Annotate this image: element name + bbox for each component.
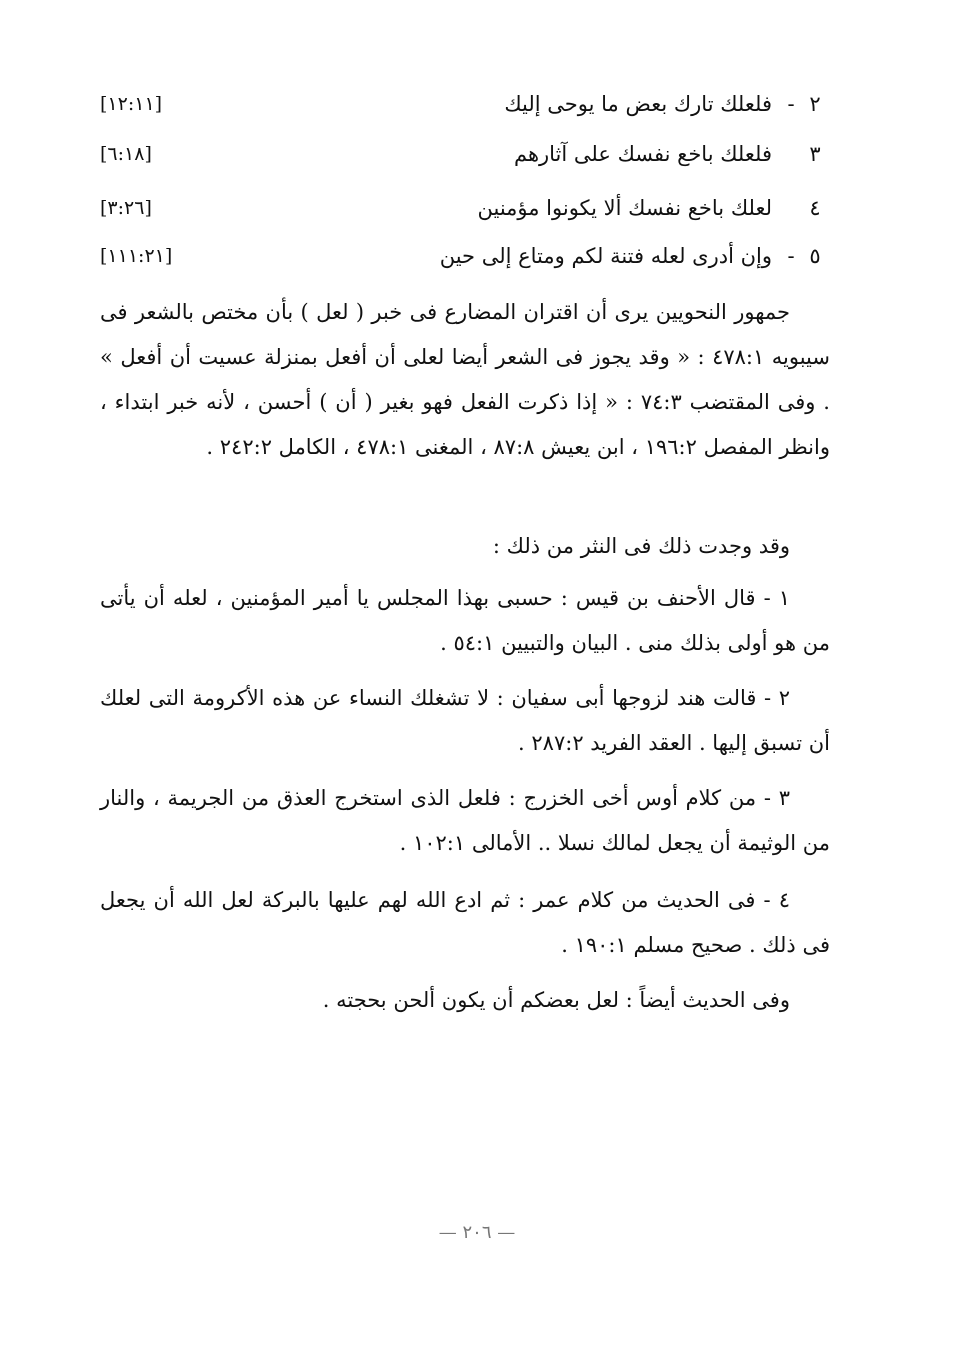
verse-dash: - xyxy=(787,244,795,268)
paragraph-example-2: ٢ - قالت هند لزوجها أبى سفيان : لا تشغلك النساء عن هذه الأكرومة التى لعلك أن تسبق إليها . العقد الفريد ٢٨٧:٢ . xyxy=(100,686,830,755)
verse-number: ٢ xyxy=(809,92,821,116)
page-number: — ٢٠٦ — xyxy=(438,1222,516,1243)
verse-line xyxy=(100,188,830,228)
verse-reference: [٣:٢٦] xyxy=(100,197,152,219)
paragraph-example-1: ١ - قال الأحنف بن قيس : حسبى بهذا المجلس يا أمير المؤمنين ، لعله أن يأتى من هو أولى بذلك منى . البيان والتبيين ٥٤:١ . xyxy=(100,586,830,655)
paragraph-grammarians: جمهور النحويين يرى أن اقتران المضارع فى خبر ( لعل ) بأن مختص بالشعر فى سيبويه ٤٧٨:١ : « وقد يجوز فى الشعر أيضا لعلى أن أفعل بمنزلة عسيت أن أفعل » . وفى المقتضب ٧٤:٣ : « إذا ذكرت الفعل فهو بغير ( أن ) أحسن ، لأنه خبر ابتداء ، وانظر المفصل ١٩٦:٢ ، ابن يعيش ٨٧:٨ ، المغنى ٤٧٨:١ ، الكامل ٢٤٢:٢ . xyxy=(100,300,830,459)
verse-dash: - xyxy=(787,92,795,116)
verse-text: فلعلك تارك بعض ما يوحى إليك xyxy=(504,92,772,116)
paragraph-example-3: ٣ - من كلام أوس أخى الخزرج : فلعل الذى استخرج العذق من الجريمة ، والنار من الوثيمة أن يجعل لمالك نسلا .. الأمالى ١٠٢:١ . xyxy=(100,786,830,855)
verse-reference: [١١١:٢١] xyxy=(100,245,173,267)
verse-number: ٤ xyxy=(809,196,821,220)
verse-text: لعلك باخع نفسك ألا يكونوا مؤمنين xyxy=(477,196,772,220)
verse-reference: [١٢:١١] xyxy=(100,93,163,115)
verse-reference: [٦:١٨] xyxy=(100,143,152,165)
paragraph-example-4: ٤ - فى الحديث من كلام عمر : ثم ادع الله لهم عليها بالبركة لعل الله أن يجعل فى ذلك . صحيح مسلم ١٩٠:١ . xyxy=(100,888,830,957)
verse-line xyxy=(100,134,830,174)
verse-number: ٣ xyxy=(809,142,821,166)
verse-text: فلعلك باخع نفسك على آثارهم xyxy=(513,142,772,166)
verse-number: ٥ xyxy=(809,244,821,268)
paragraph-hadith: وفى الحديث أيضاً : لعل بعضكم أن يكون ألحن بحجته . xyxy=(322,988,790,1012)
verse-line xyxy=(100,84,830,124)
paragraph-prose-intro: وقد وجدت ذلك فى النثر من ذلك : xyxy=(492,534,790,558)
verse-text: وإن أدرى لعله فتنة لكم ومتاع إلى حين xyxy=(439,244,772,268)
verse-line xyxy=(100,236,830,276)
